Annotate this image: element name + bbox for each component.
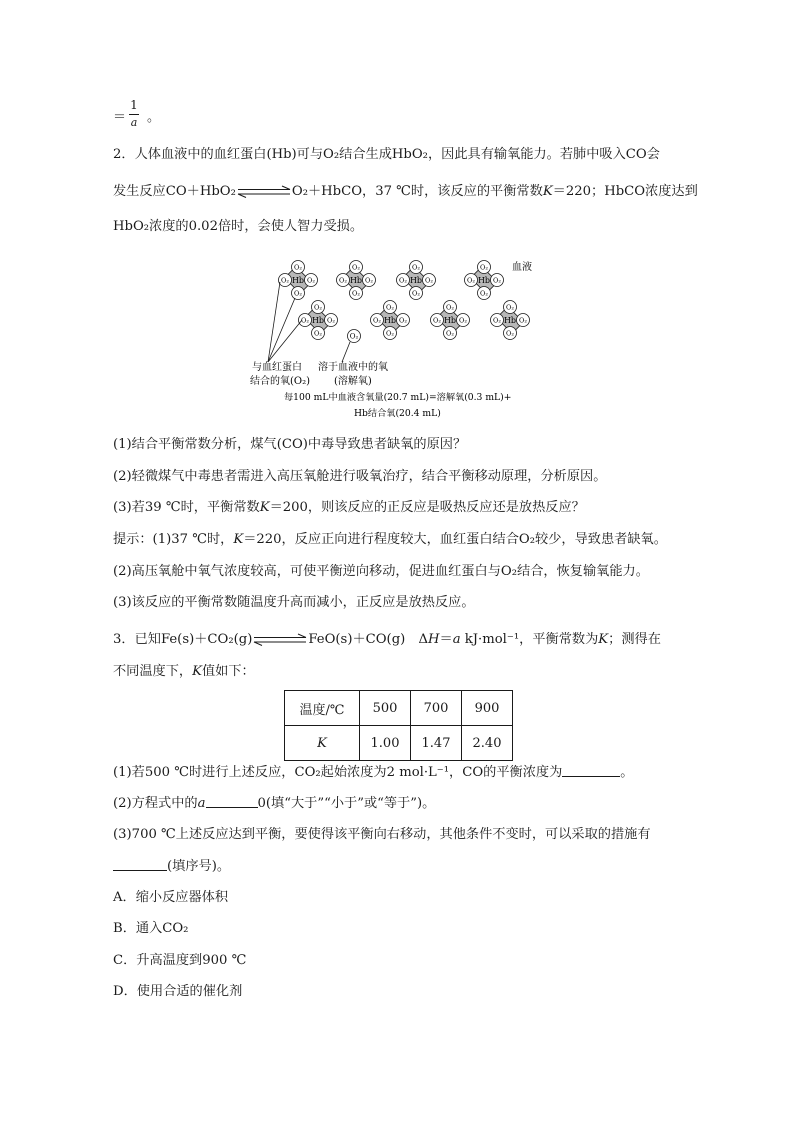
q2-hint3: (3)该反应的平衡常数随温度升高而减小，正反应是放热反应。	[113, 595, 475, 610]
q3-line2-k: K	[192, 664, 202, 679]
fraction-denominator: a	[130, 116, 138, 129]
q3-line1-b: FeO(s)＋CO(g) Δ	[308, 632, 428, 647]
q2-sub3-b: ＝200，则该反应的正反应是吸热反应还是放热反应？	[269, 500, 585, 515]
option-a: A．缩小反应器体积	[113, 890, 229, 905]
hb-text: Hb	[383, 316, 397, 325]
q3-sub2-b: 0(填“大于”“小于”或“等于”)。	[257, 796, 436, 811]
hemoglobin-oxygen-figure	[250, 250, 550, 420]
q3-sub1-b: 。	[620, 765, 634, 780]
q3-line1-k: K	[598, 632, 609, 647]
bound-o2-text: O₂	[399, 316, 407, 325]
q3-sub3-line1: (3)700 ℃上述反应达到平衡，要使得该平衡向右移动，其他条件不变时，可以采取的措施有	[113, 827, 651, 842]
table-header-900: 900	[462, 691, 513, 726]
answer-blank-2[interactable]	[206, 795, 258, 808]
bound-o2-text: O₂	[365, 276, 373, 285]
q3-line1-c: ＝	[439, 632, 453, 647]
bound-o2-text: O₂	[480, 263, 488, 272]
bound-o2-text: O₂	[386, 329, 394, 338]
bound-o2-text: O₂	[314, 329, 322, 338]
bound-o2-text: O₂	[519, 316, 527, 325]
table-header-500: 500	[360, 691, 411, 726]
bound-o2-text: O₂	[506, 329, 514, 338]
q3-sub3-line2	[113, 858, 230, 876]
q3-line1-d: kJ·mol⁻¹，平衡常数为	[460, 632, 599, 647]
q3-sub3-line2-text: (填序号)。	[167, 859, 231, 874]
bound-o2-text: O₂	[339, 276, 347, 285]
table-cell-700: 1.47	[411, 726, 462, 761]
q2-sub1: (1)结合平衡常数分析，煤气(CO)中毒导致患者缺氧的原因？	[113, 437, 467, 452]
period: 。	[147, 110, 161, 125]
hb-text: Hb	[443, 316, 457, 325]
q2-hint1-b: ＝220，反应正向进行程度较大，血红蛋白结合O₂较少，导致患者缺氧。	[243, 532, 667, 547]
q3-line2	[113, 663, 255, 681]
q3-sub1	[113, 764, 633, 782]
equilibrium-arrow-icon	[252, 633, 308, 647]
q3-line1-a: 3．已知Fe(s)＋CO₂(g)	[113, 632, 253, 647]
answer-blank-3[interactable]	[113, 858, 167, 871]
hb-text: Hb	[477, 276, 491, 285]
q2-line2-k: K	[542, 184, 553, 199]
q3-line1	[113, 631, 661, 649]
q3-line1-a-var: a	[452, 632, 461, 647]
q2-hint2: (2)高压氧舱中氧气浓度较高，可使平衡逆向移动，促进血红蛋白与O₂结合，恢复输氧能力。	[113, 564, 649, 579]
table-cell-500: 1.00	[360, 726, 411, 761]
q2-hint1-k: K	[233, 532, 244, 547]
q2-line1: 2．人体血液中的血红蛋白(Hb)可与O₂结合生成HbO₂，因此具有输氧能力。若肺中吸入CO会	[113, 147, 660, 162]
bound-o2-text: O₂	[386, 303, 394, 312]
figure-caption-1: 每100 mL中血液含氧量(20.7 mL)=溶解氧(0.3 mL)+	[284, 392, 512, 403]
bound-o2-text: O₂	[506, 303, 514, 312]
bound-oxygen-label-2: 结合的氧(O₂)	[250, 376, 311, 387]
hb-text: Hb	[349, 276, 363, 285]
q3-sub2	[113, 795, 435, 813]
q3-line1-e: ；测得在	[608, 632, 661, 647]
q3-sub2-a: (2)方程式中的	[113, 796, 198, 811]
q3-sub2-var: a	[197, 796, 206, 811]
option-b: B．通入CO₂	[113, 921, 189, 936]
fraction-numerator: 1	[130, 98, 138, 112]
bound-o2-text: O₂	[352, 289, 360, 298]
table-header-temp: 温度/℃	[285, 691, 360, 726]
bound-o2-text: O₂	[412, 263, 420, 272]
bound-o2-text: O₂	[307, 276, 315, 285]
q3-line2-b: 值如下：	[201, 664, 255, 679]
bound-o2-text: O₂	[493, 316, 501, 325]
bound-o2-text: O₂	[281, 276, 289, 285]
bound-o2-text: O₂	[480, 289, 488, 298]
figure-caption-2: Hb结合氧(20.4 mL)	[354, 408, 441, 419]
bound-o2-text: O₂	[373, 316, 381, 325]
option-d: D．使用合适的催化剂	[113, 984, 243, 999]
bound-o2-text: O₂	[459, 316, 467, 325]
blood-label: 血液	[512, 262, 532, 273]
dissolved-oxygen-label-2: (溶解氧)	[334, 376, 372, 387]
bound-o2-text: O₂	[399, 276, 407, 285]
bound-oxygen-label-1: 与血红蛋白	[252, 362, 302, 373]
bound-o2-text: O₂	[425, 276, 433, 285]
q3-line2-a: 不同温度下，	[113, 664, 193, 679]
answer-blank-1[interactable]	[562, 764, 620, 777]
dissolved-oxygen-label-1: 溶于血液中的氧	[318, 362, 388, 373]
bound-o2-text: O₂	[327, 316, 335, 325]
bound-o2-text: O₂	[412, 289, 420, 298]
hb-text: Hb	[503, 316, 517, 325]
q2-line2-c: ＝220；HbCO浓度达到	[552, 184, 698, 199]
q2-sub3	[113, 499, 585, 517]
hb-text: Hb	[291, 276, 305, 285]
q2-sub3-a: (3)若39 ℃时，平衡常数	[113, 500, 260, 515]
q2-sub2: (2)轻微煤气中毒患者需进入高压氧舱进行吸氧治疗，结合平衡移动原理，分析原因。	[113, 469, 607, 484]
table-cell-900: 2.40	[462, 726, 513, 761]
q2-line3: HbO₂浓度的0.02倍时，会使人智力受损。	[113, 219, 364, 234]
k-value-table	[284, 690, 513, 761]
bound-o2-text: O₂	[446, 303, 454, 312]
bound-o2-text: O₂	[352, 263, 360, 272]
option-c: C．升高温度到900 ℃	[113, 953, 247, 968]
q2-line2	[113, 183, 698, 201]
dissolved-o2-text: O₂	[349, 332, 359, 341]
bound-o2-text: O₂	[446, 329, 454, 338]
q3-sub1-a: (1)若500 ℃时进行上述反应，CO₂起始浓度为2 mol·L⁻¹，CO的平衡浓度为	[113, 765, 563, 780]
q3-line1-h: H	[428, 632, 440, 647]
equilibrium-arrow-icon	[236, 185, 292, 199]
q2-line2-b: O₂＋HbCO，37 ℃时，该反应的平衡常数	[291, 184, 543, 199]
table-row	[285, 726, 513, 761]
bound-o2-text: O₂	[493, 276, 501, 285]
bound-o2-text: O₂	[301, 316, 309, 325]
bound-o2-text: O₂	[467, 276, 475, 285]
fraction-bar	[129, 114, 139, 115]
bound-o2-text: O₂	[294, 263, 302, 272]
hb-text: Hb	[311, 316, 325, 325]
q2-hint1	[113, 531, 667, 549]
q2-sub3-k: K	[259, 500, 270, 515]
bound-o2-text: O₂	[314, 303, 322, 312]
q2-line2-a: 发生反应CO＋HbO₂	[113, 184, 236, 199]
table-cell-k: K	[285, 726, 360, 761]
bound-o2-text: O₂	[294, 289, 302, 298]
table-header-700: 700	[411, 691, 462, 726]
q2-hint1-a: 提示：(1)37 ℃时，	[113, 532, 234, 547]
hb-text: Hb	[409, 276, 423, 285]
bound-o2-text: O₂	[433, 316, 441, 325]
hb-molecule-group	[279, 261, 530, 340]
equals-sign: ＝	[113, 110, 127, 125]
table-row	[285, 691, 513, 726]
